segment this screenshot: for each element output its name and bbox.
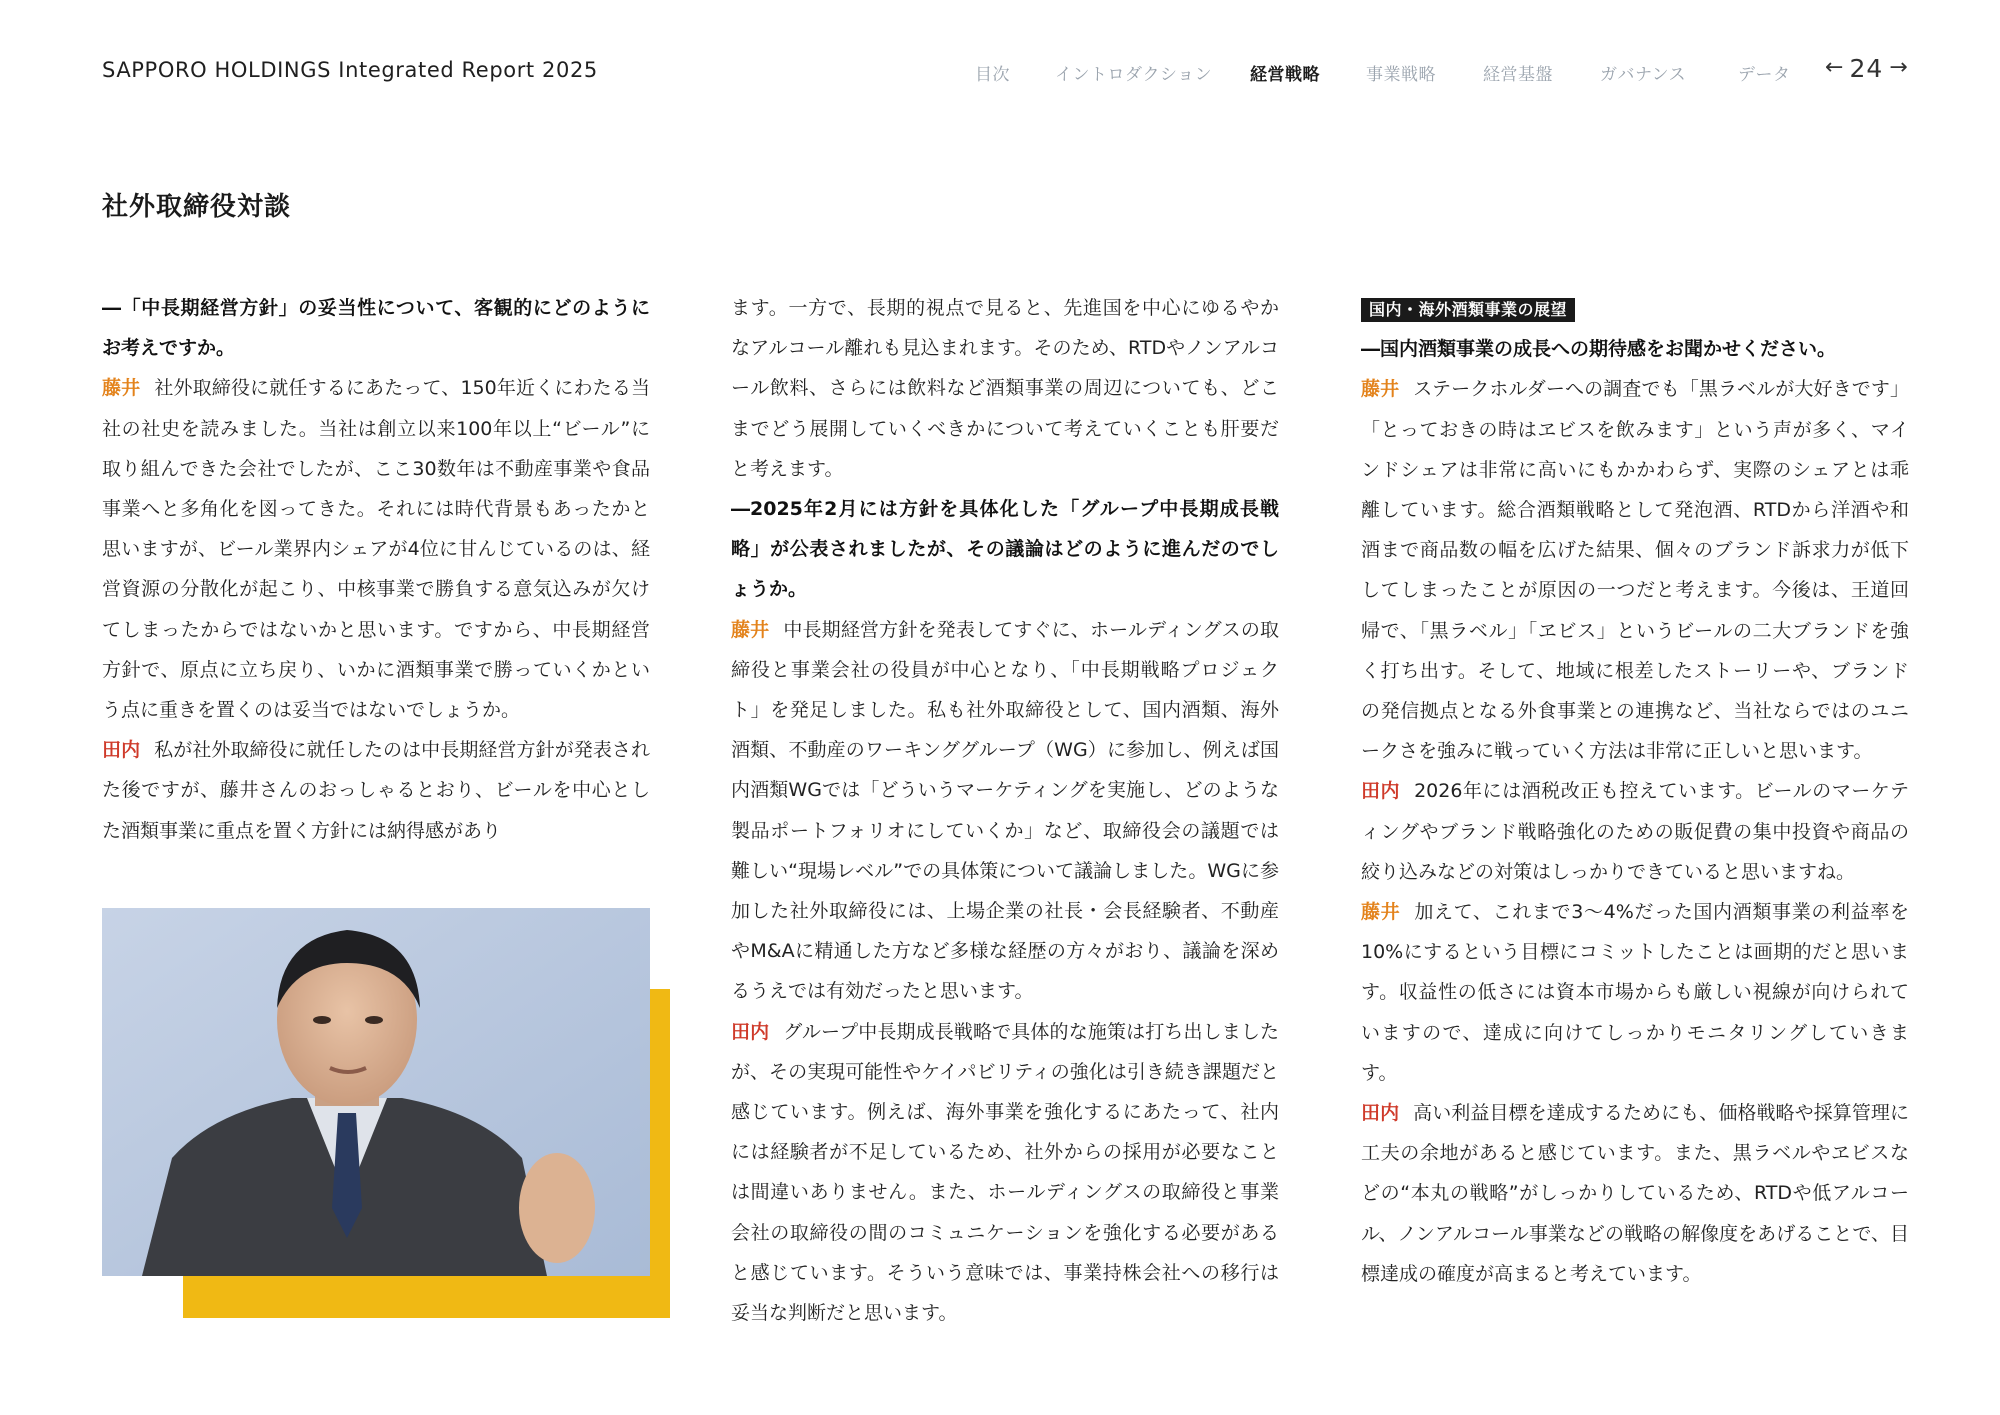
answer-fujii-1 [102,368,650,730]
page-pager [1825,52,1908,84]
answer-text: 社外取締役に就任するにあたって、150年近くにわたる当社の社史を読みました。当社は創立以来100年以上“ビール”に取り組んできた会社でしたが、ここ30数年は不動産事業や食品事業へと多角化を図ってきた。それには時代背景もあったかと思いますが、ビール業界内シェアが4位に甘んじているのは、経営資源の分散化が起こり、中核事業で勝負する意気込みが欠けてしまったからではないかと思います。ですから、中長期経営方針で、原点に立ち戻り、いかに酒類事業で勝っていくかという点に重きを置くのは妥当ではないでしょうか。 [102,377,650,722]
column-2 [731,288,1279,1333]
question-3: ―国内酒類事業の成長への期待感をお聞かせください。 [1361,338,1837,361]
continued-paragraph: ます。一方で、長期的視点で見ると、先進国を中心にゆるやかなアルコール離れも見込まれます。そのため、RTDやノンアルコール飲料、さらには飲料など酒類事業の周辺についても、どこまでどう展開していくべきかについて考えていくことも肝要だと考えます。 [731,297,1279,480]
answer-tanouchi-1 [102,730,650,851]
question-2: ―2025年2月には方針を具体化した「グループ中長期成長戦略」が公表されましたが、その議論はどのように進んだのでしょうか。 [731,498,1279,601]
nav-item-management-strategy[interactable]: 経営戦略 [1250,65,1320,85]
answer-text: ステークホルダーへの調査でも「黒ラベルが大好きです」「とっておきの時はヱビスを飲みます」という声が多く、マインドシェアは非常に高いにもかかわらず、実際のシェアとは乖離しています。総合酒類戦略として発泡酒、RTDから洋酒や和酒まで商品数の幅を広げた結果、個々のブランド訴求力が低下してしまったことが原因の一つだと考えます。今後は、王道回帰で、「黒ラベル」「ヱビス」というビールの二大ブランドを強く打ち出す。そして、地域に根差したストーリーや、ブランドの発信拠点となる外食事業との連携など、当社ならではのユニークさを強みに戦っていく方法は非常に正しいと思います。 [1361,378,1909,763]
column-3 [1361,288,1909,1294]
speaker-fujii: 藤井 [1361,901,1401,924]
nav-item-management-foundation[interactable]: 経営基盤 [1483,65,1553,85]
column-1 [102,288,650,851]
answer-text: グループ中長期成長戦略で具体的な施策は打ち出しましたが、その実現可能性やケイパビリティの強化は引き続き課題だと感じています。例えば、海外事業を強化するにあたって、社内には経験者が不足しているため、社外からの採用が必要なことは間違いありません。また、ホールディングスの取締役と事業会社の取締役の間のコミュニケーションを強化する必要があると感じています。そういう意味では、事業持株会社への移行は妥当な判断だと思います。 [731,1020,1279,1325]
answer-fujii-3 [1361,369,1909,771]
answer-tanouchi-3 [1361,771,1909,892]
speaker-tanouchi: 田内 [1361,780,1401,803]
answer-tanouchi-2 [731,1012,1279,1334]
page-number: 24 [1849,53,1884,83]
speaker-tanouchi: 田内 [731,1020,770,1043]
report-title: SAPPORO HOLDINGS Integrated Report 2025 [102,58,598,82]
speaker-tanouchi: 田内 [1361,1102,1400,1125]
answer-fujii-2 [731,610,1279,1012]
question-1: ―「中長期経営方針」の妥当性について、客観的にどのようにお考えですか。 [102,297,650,360]
nav-item-data[interactable]: データ [1738,65,1791,85]
answer-text: 加えて、これまで3〜4%だった国内酒類事業の利益率を10%にするという目標にコミットしたことは画期的だと思います。収益性の低さには資本市場からも厳しい視線が向けられていますので、達成に向けてしっかりモニタリングしていきます。 [1361,901,1909,1084]
answer-tanouchi-4 [1361,1093,1909,1294]
nav-item-business-strategy[interactable]: 事業戦略 [1366,65,1436,85]
director-portrait-photo [102,908,650,1276]
speaker-fujii: 藤井 [1361,378,1400,401]
nav-item-contents[interactable]: 目次 [975,65,1010,85]
topic-tag: 国内・海外酒類事業の展望 [1361,298,1575,322]
answer-fujii-4 [1361,892,1909,1093]
speaker-tanouchi: 田内 [102,739,141,762]
answer-text: 私が社外取締役に就任したのは中長期経営方針が発表された後ですが、藤井さんのおっしゃるとおり、ビールを中心とした酒類事業に重点を置く方針には納得感があり [102,739,650,842]
section-title: 社外取締役対談 [102,192,292,222]
arrow-left-icon[interactable]: ← [1825,55,1844,80]
answer-text: 中長期経営方針を発表してすぐに、ホールディングスの取締役と事業会社の役員が中心となり、「中長期戦略プロジェクト」を発足しました。私も社外取締役として、国内酒類、海外酒類、不動産のワーキンググループ（WG）に参加し、例えば国内酒類WGでは「どういうマーケティングを実施し、どのような製品ポートフォリオにしていくか」など、取締役会の議題では難しい“現場レベル”での具体策について議論しました。WGに参加した社外取締役には、上場企業の社長・会長経験者、不動産やM&Aに精通した方など多様な経歴の方々がおり、議論を深めるうえでは有効だったと思います。 [731,618,1279,1003]
nav-item-governance[interactable]: ガバナンス [1600,65,1687,85]
speaker-fujii: 藤井 [102,377,141,400]
arrow-right-icon[interactable]: → [1889,55,1908,80]
answer-text: 2026年には酒税改正も控えています。ビールのマーケティングやブランド戦略強化のための販促費の集中投資や商品の絞り込みなどの対策はしっかりできていると思いますね。 [1361,780,1909,883]
nav-item-introduction[interactable]: イントロダクション [1055,65,1213,85]
answer-text: 高い利益目標を達成するためにも、価格戦略や採算管理に工夫の余地があると感じています。また、黒ラベルやヱビスなどの“本丸の戦略”がしっかりしているため、RTDや低アルコール、ノンアルコール事業などの戦略の解像度をあげることで、目標達成の確度が高まると考えています。 [1361,1102,1909,1285]
speaker-fujii: 藤井 [731,618,770,641]
